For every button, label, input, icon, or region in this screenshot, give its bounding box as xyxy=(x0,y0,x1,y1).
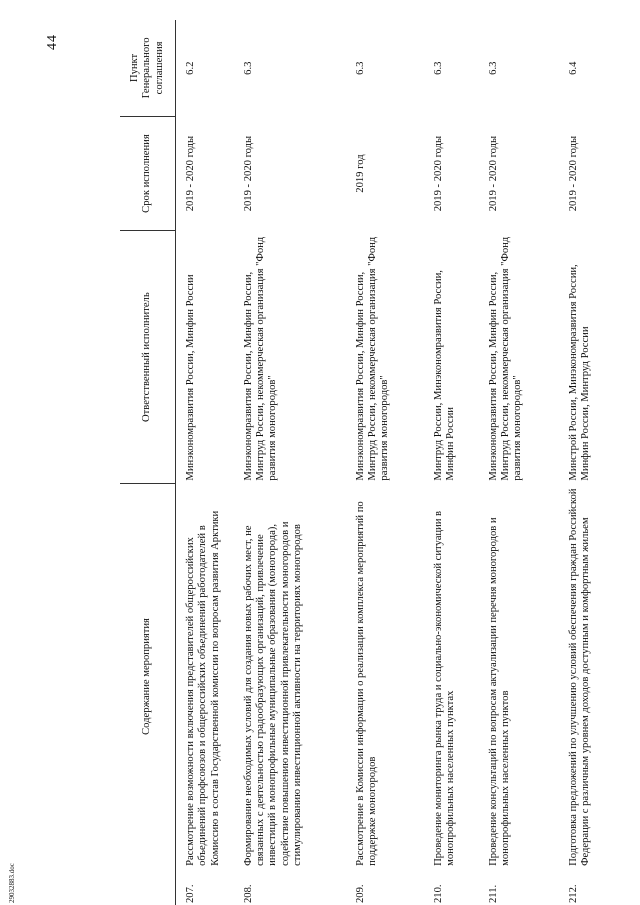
row-point: 6.4 xyxy=(567,61,579,75)
table-row xyxy=(479,20,559,905)
row-number: 210. xyxy=(432,884,444,903)
row-content: Проведение консультаций по вопросам актуализации перечня моногородов и монопрофильных населенных пунктов xyxy=(487,517,511,866)
row-executor: Минстрой России, Минэкономразвития России, Минфин России, Минтруд России xyxy=(567,264,591,481)
row-executor: Минэкономразвития России, Минфин России xyxy=(185,274,196,481)
table-row xyxy=(346,20,424,905)
row-point: 6.3 xyxy=(354,61,366,75)
row-executor: Минэкономразвития России, Минфин России, Минтруд России, некоммерческая организация "Фонд развития моногородов" xyxy=(242,236,279,481)
row-content: Рассмотрение возможности включения представителей общероссийских объединений профсоюзов и общероссийских объединений работодателей в Комиссию в состав Государственной комиссии по вопросам развития Арктики xyxy=(185,510,221,866)
header-number xyxy=(120,869,176,905)
row-number: 212. xyxy=(567,884,579,903)
table-row xyxy=(234,20,346,905)
row-term: 2019 год xyxy=(354,154,366,193)
row-executor: Минэкономразвития России, Минфин России, Минтруд России, некоммерческая организация "Фонд развития моногородов" xyxy=(354,236,391,481)
row-number: 211. xyxy=(487,884,499,903)
table-row xyxy=(559,20,629,905)
row-content: Проведение мониторинга рынка труда и социально-экономической ситуации в монопрофильных населенных пунктах xyxy=(432,510,456,866)
row-point: 6.2 xyxy=(185,61,196,75)
table-row xyxy=(424,20,479,905)
row-point: 6.3 xyxy=(487,61,499,75)
table-header-row xyxy=(120,20,176,905)
row-content: Подготовка предложений по улучшению условий обеспечения граждан Российской Федерации с различным уровнем доходов доступным и комфортным жильем xyxy=(567,488,591,866)
row-point: 6.3 xyxy=(242,61,254,75)
header-content: Содержание мероприятия xyxy=(120,484,176,869)
row-content: Формирование необходимых условий для создания новых рабочих мест, не связанных с деятельностью градообразующих организаций, привлечение инвестиций в монопрофильные муниципальные образования (моногорода), содействие повышению инвестиционной привлекательности моногородов и стимулированию инвестиционной активности на территориях моногородов xyxy=(242,521,304,866)
row-executor: Минтруд России, Минэкономразвития России, Минфин России xyxy=(432,270,456,481)
header-term: Срок исполнения xyxy=(120,116,176,230)
row-term: 2019 - 2020 годы xyxy=(567,135,579,212)
page-number: 44 xyxy=(45,34,60,50)
row-executor: Минэкономразвития России, Минфин России, Минтруд России, некоммерческая организация "Фонд развития моногородов" xyxy=(487,236,524,481)
row-number: 207. xyxy=(185,884,196,903)
row-term: 2019 - 2020 годы xyxy=(242,135,254,212)
row-point: 6.3 xyxy=(432,61,444,75)
table-row xyxy=(176,20,234,905)
row-number: 209. xyxy=(354,884,366,903)
file-id: 29032883.doc xyxy=(8,863,16,903)
row-number: 208. xyxy=(242,884,254,903)
row-term: 2019 - 2020 годы xyxy=(185,135,196,212)
row-term: 2019 - 2020 годы xyxy=(487,135,499,212)
rotated-content xyxy=(8,20,640,905)
row-term: 2019 - 2020 годы xyxy=(432,135,444,212)
header-point: Пункт Генерального соглашения xyxy=(120,20,176,116)
measures-table xyxy=(120,20,629,905)
row-content: Рассмотрение в Комиссии информации о реализации комплекса мероприятий по поддержке моногородов xyxy=(354,501,378,866)
header-executor: Ответственный исполнитель xyxy=(120,231,176,484)
